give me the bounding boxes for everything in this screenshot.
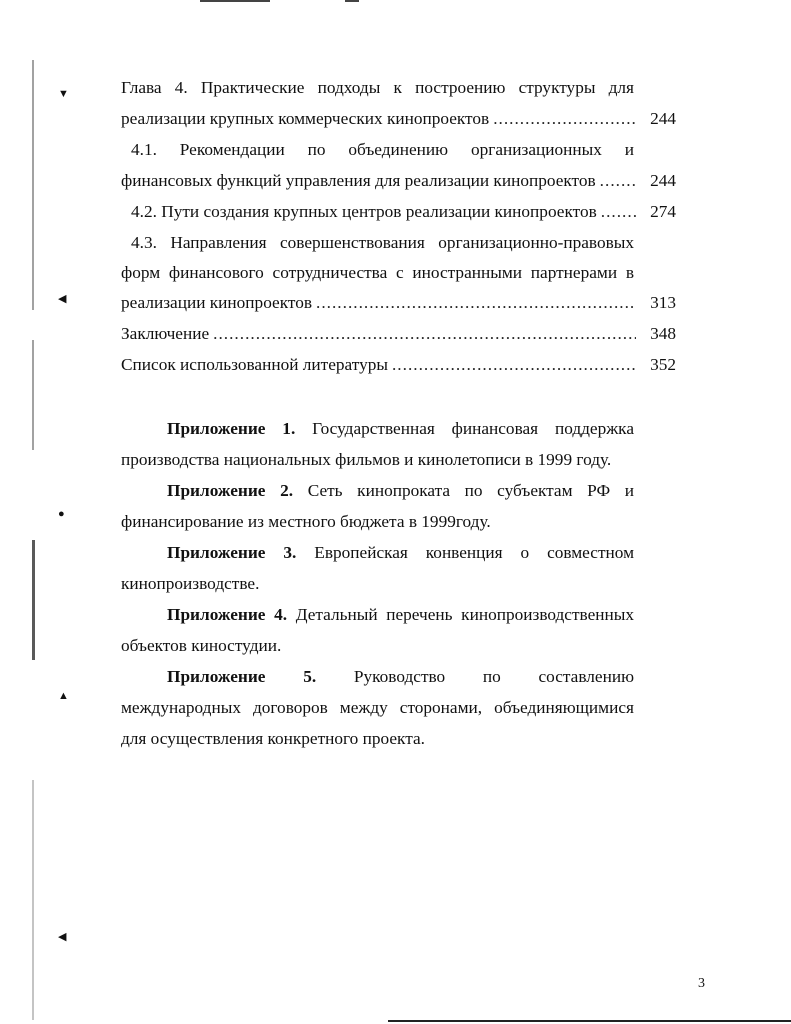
binding-hole-mark: ◀ [58, 293, 67, 305]
toc-sec43-title-line3: реализации кинопроектов [121, 293, 313, 312]
scan-top-mark [200, 0, 270, 2]
toc-leader-dots [312, 292, 636, 314]
toc-chapter4-title-line2: реализации крупных коммерческих кинопроектов [121, 109, 490, 128]
toc-literature-entry [121, 354, 676, 376]
appendix-2-text-line2: финансирование из местного бюджета в 1999году. [121, 512, 491, 531]
toc-leader-dots [388, 354, 636, 376]
toc-leader-dots [489, 108, 636, 130]
appendix-3-text-line2: кинопроизводстве. [121, 574, 260, 593]
appendix-3-text-line1: Европейская конвенция о совместном [314, 543, 634, 562]
scan-edge-line [32, 60, 34, 310]
binding-hole-mark: ▲ [58, 690, 69, 702]
binding-hole-mark: ● [58, 508, 65, 520]
toc-sec42-page: 274 [650, 202, 676, 221]
appendix-5-number: 5. [303, 667, 317, 686]
toc-sec42-title: 4.2. Пути создания крупных центров реализации кинопроектов [131, 202, 597, 221]
appendix-1-text-line2: производства национальных фильмов и кинолетописи в 1999 году. [121, 450, 612, 469]
appendix-2-label: Приложение 2. [167, 481, 294, 500]
appendix-5-text-line2: международных договоров между сторонами, объединяющимися [121, 698, 634, 717]
toc-conclusion-title: Заключение [121, 324, 210, 343]
toc-literature-page: 352 [650, 355, 676, 374]
appendix-3-label: Приложение 3. [167, 543, 297, 562]
scan-edge-line [32, 780, 34, 1020]
appendix-4-line1 [167, 604, 634, 626]
appendix-3-line1 [167, 542, 634, 564]
scan-edge-line [32, 340, 34, 450]
scan-bottom-rule [388, 1020, 791, 1022]
toc-chapter4-title-line1: Глава 4. Практические подходы к построению структуры для [121, 78, 634, 97]
toc-leader-dots [596, 170, 636, 192]
appendix-1-text-line1: Государственная финансовая поддержка [312, 419, 634, 438]
appendix-1-line1 [167, 418, 634, 440]
toc-sec41-page: 244 [650, 171, 676, 190]
toc-sec43-page: 313 [650, 293, 676, 312]
toc-conclusion-entry [121, 323, 676, 345]
appendix-2-text-line1: Сеть кинопроката по субъектам РФ и [307, 481, 634, 500]
appendix-4-text-line2: объектов киностудии. [121, 636, 282, 655]
page-number: 3 [698, 976, 705, 991]
toc-leader-dots [209, 323, 636, 345]
appendix-4-text-line1: Детальный перечень кинопроизводственных [295, 605, 634, 624]
toc-sec42-entry [131, 201, 676, 223]
appendix-5-text-line1: Руководство по составлению [353, 667, 634, 686]
toc-leader-dots [597, 201, 636, 223]
toc-sec41-title-line1: 4.1. Рекомендации по объединению организационных и [131, 140, 634, 159]
toc-literature-title: Список использованной литературы [121, 355, 388, 374]
binding-hole-mark: ◀ [58, 931, 67, 943]
toc-chapter4-page: 244 [650, 109, 676, 128]
appendix-4-label: Приложение 4. [167, 605, 288, 624]
scan-top-mark [345, 0, 359, 2]
appendix-1-label: Приложение 1. [167, 419, 296, 438]
toc-chapter4-entry [121, 108, 676, 130]
scan-edge-line [32, 540, 35, 660]
appendix-5-label: Приложение [167, 667, 266, 686]
appendix-5-line1 [167, 666, 634, 688]
appendix-2-line1 [167, 480, 634, 502]
toc-sec43-title-line1: 4.3. Направления совершенствования организационно-правовых [131, 233, 634, 252]
toc-conclusion-page: 348 [650, 324, 676, 343]
toc-sec43-title-line2: форм финансового сотрудничества с иностранными партнерами в [121, 263, 634, 282]
appendix-5-text-line3: для осуществления конкретного проекта. [121, 729, 425, 748]
toc-sec41-entry [121, 170, 676, 192]
binding-hole-mark: ▼ [58, 88, 69, 100]
toc-sec41-title-line2: финансовых функций управления для реализации кинопроектов [121, 171, 596, 190]
toc-sec43-entry [121, 292, 676, 314]
